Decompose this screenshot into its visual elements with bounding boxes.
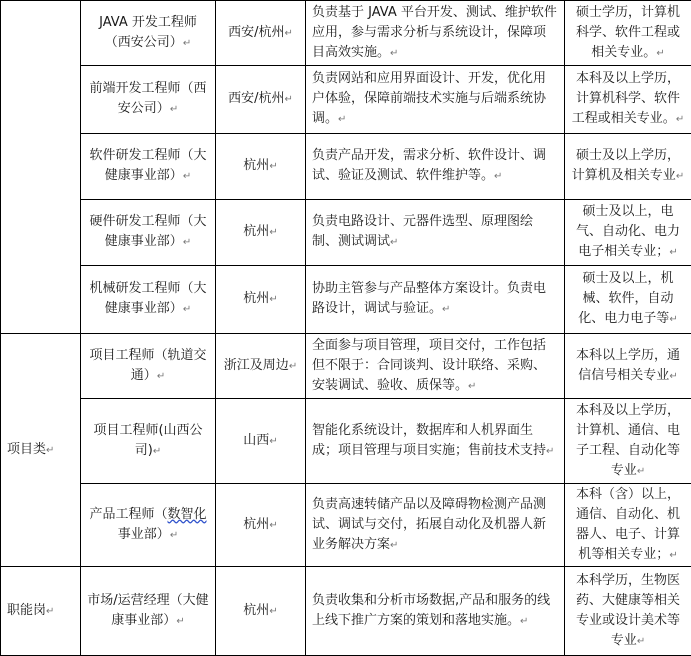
job-title-cell [81,66,216,134]
job-title: 项目工程师（轨道交通） [89,348,206,383]
table-row [1,66,691,134]
table-row [1,334,691,399]
job-requirement: 本科及以上学历，计算机科学、软件工程或相关专业。 [572,71,680,126]
category-label: 项目类 [7,442,46,457]
job-title-start: 产品工程师（ [89,507,167,522]
paragraph-mark-icon: ↵ [338,114,346,125]
paragraph-mark-icon: ↵ [170,530,178,541]
job-requirement: 本科（含）以上，通信、自动化、机器人、电子、计算机等相关专业； [576,487,680,562]
paragraph-mark-icon: ↵ [442,304,450,315]
description-cell [306,334,565,399]
job-description: 负责基于 JAVA 平台开发、测试、维护软件应用，参与需求分析与系统设计，保障项目高效实施。 [312,5,557,60]
location-cell [216,1,306,66]
job-description: 协助主管参与产品整体方案设计。负责电路设计，调试与验证。 [312,281,546,316]
requirement-cell [565,334,691,399]
location-cell [216,334,306,399]
category-cell [1,1,81,334]
paragraph-mark-icon: ↵ [269,161,277,172]
description-cell [306,266,565,334]
job-requirement: 本科及以上学历，计算机、通信、电子工程、自动化等专业 [576,403,680,478]
paragraph-mark-icon: ↵ [468,381,476,392]
paragraph-mark-icon: ↵ [183,304,191,315]
job-title-cell [81,399,216,484]
paragraph-mark-icon: ↵ [269,606,277,617]
table-row [1,134,691,200]
job-requirement: 硕士学历，计算机科学、软件工程或相关专业。 [576,5,680,60]
job-title: JAVA 开发工程师（西安公司） [99,15,197,50]
paragraph-mark-icon: ↵ [494,171,502,182]
paragraph-mark-icon: ↵ [285,28,293,39]
paragraph-mark-icon: ↵ [669,247,677,258]
table-row [1,200,691,266]
paragraph-mark-icon: ↵ [669,371,677,382]
paragraph-mark-icon: ↵ [269,520,277,531]
table-row [1,399,691,484]
job-title-cell [81,484,216,567]
paragraph-mark-icon: ↵ [46,606,54,617]
job-title-cell [81,334,216,399]
job-requirement: 本科学历，生物医药、大健康等相关专业或设计美术等专业 [576,573,680,648]
paragraph-mark-icon: ↵ [637,466,645,477]
requirement-cell [565,1,691,66]
job-description: 负责收集和分析市场数据,产品和服务的线上线下推广方案的策划和落地实施。 [312,593,550,628]
paragraph-mark-icon: ↵ [520,616,528,627]
job-title-cell [81,567,216,656]
paragraph-mark-icon: ↵ [285,94,293,105]
location-cell [216,66,306,134]
category-cell [1,334,81,567]
job-title-underlined: 数智化 [168,507,207,522]
location-cell [216,134,306,200]
location-cell [216,399,306,484]
requirement-cell [565,66,691,134]
paragraph-mark-icon: ↵ [637,636,645,647]
description-cell [306,134,565,200]
paragraph-mark-icon: ↵ [157,371,165,382]
category-label: 职能岗 [7,603,46,618]
job-description: 负责网站和应用界面设计、开发，优化用户体验，保障前端技术实施与后端系统协调。 [312,71,546,126]
job-title: 项目工程师(山西公司) [93,423,202,458]
paragraph-mark-icon: ↵ [269,294,277,305]
paragraph-mark-icon: ↵ [269,436,277,447]
job-title: 软件研发工程师（大健康事业部） [89,148,206,183]
paragraph-mark-icon: ↵ [46,445,54,456]
paragraph-mark-icon: ↵ [269,227,277,238]
job-title: 市场/运营经理（大健康事业部） [87,593,208,628]
job-requirement: 硕士及以上，电气、自动化、电力电子相关专业； [576,204,680,259]
job-location: 杭州 [243,517,269,532]
description-cell [306,484,565,567]
paragraph-mark-icon: ↵ [390,540,398,551]
job-title-cell [81,1,216,66]
requirement-cell [565,200,691,266]
description-cell [306,200,565,266]
paragraph-mark-icon: ↵ [183,237,191,248]
location-cell [216,484,306,567]
job-title-cell [81,134,216,200]
job-description: 负责高速转储产品以及障碍物检测产品测试、调试与交付，拓展自动化及机器人新业务解决方案 [312,497,546,552]
job-requirement: 硕士及以上，机械、软件，自动化、电力电子等 [578,271,673,326]
table-row [1,484,691,567]
job-title: 硬件研发工程师（大健康事业部） [89,214,206,249]
paragraph-mark-icon: ↵ [676,114,684,125]
paragraph-mark-icon: ↵ [669,314,677,325]
job-requirement: 本科以上学历，通信信号相关专业 [576,348,680,383]
job-requirement: 硕士及以上学历，计算机及相关专业 [572,148,680,183]
paragraph-mark-icon: ↵ [656,48,664,59]
location-cell [216,200,306,266]
description-cell [306,567,565,656]
job-location: 杭州 [243,291,269,306]
job-location: 西安/杭州 [228,91,284,106]
location-cell [216,567,306,656]
requirement-cell [565,567,691,656]
job-location: 浙江及周边 [224,358,289,373]
description-cell [306,1,565,66]
paragraph-mark-icon: ↵ [546,446,554,457]
category-cell [1,567,81,656]
job-title-cell [81,200,216,266]
job-title: 机械研发工程师（大健康事业部） [89,281,206,316]
paragraph-mark-icon: ↵ [390,237,398,248]
paragraph-mark-icon: ↵ [153,446,161,457]
requirement-cell [565,266,691,334]
paragraph-mark-icon: ↵ [669,550,677,561]
paragraph-mark-icon: ↵ [676,171,684,182]
job-description: 负责电路设计、元器件选型、原理图绘制、测试调试 [312,214,533,249]
paragraph-mark-icon: ↵ [176,616,184,627]
table-row [1,1,691,66]
description-cell [306,399,565,484]
job-location: 杭州 [243,224,269,239]
job-location: 杭州 [243,158,269,173]
table-row [1,266,691,334]
requirement-cell [565,134,691,200]
paragraph-mark-icon: ↵ [170,104,178,115]
requirement-cell [565,484,691,567]
paragraph-mark-icon: ↵ [183,38,191,49]
table-row [1,567,691,656]
description-cell [306,66,565,134]
job-location: 西安/杭州 [228,25,284,40]
job-description: 智能化系统设计，数据库和人机界面生成；项目管理与项目实施；售前技术支持 [312,423,546,458]
job-description: 全面参与项目管理，项目交付，工作包括但不限于：合同谈判、设计联络、采购、安装调试、验收、质保等。 [312,338,546,393]
job-location: 山西 [243,433,269,448]
paragraph-mark-icon: ↵ [289,361,297,372]
paragraph-mark-icon: ↵ [390,48,398,59]
location-cell [216,266,306,334]
job-title-cell [81,266,216,334]
paragraph-mark-icon: ↵ [183,171,191,182]
job-title-end: 事业部） [118,527,170,542]
job-location: 杭州 [243,603,269,618]
job-description: 负责产品开发，需求分析、软件设计、调试、验证及测试、软件维护等。 [312,148,546,183]
job-title: 前端开发工程师（西安公司） [89,81,206,116]
requirement-cell [565,399,691,484]
